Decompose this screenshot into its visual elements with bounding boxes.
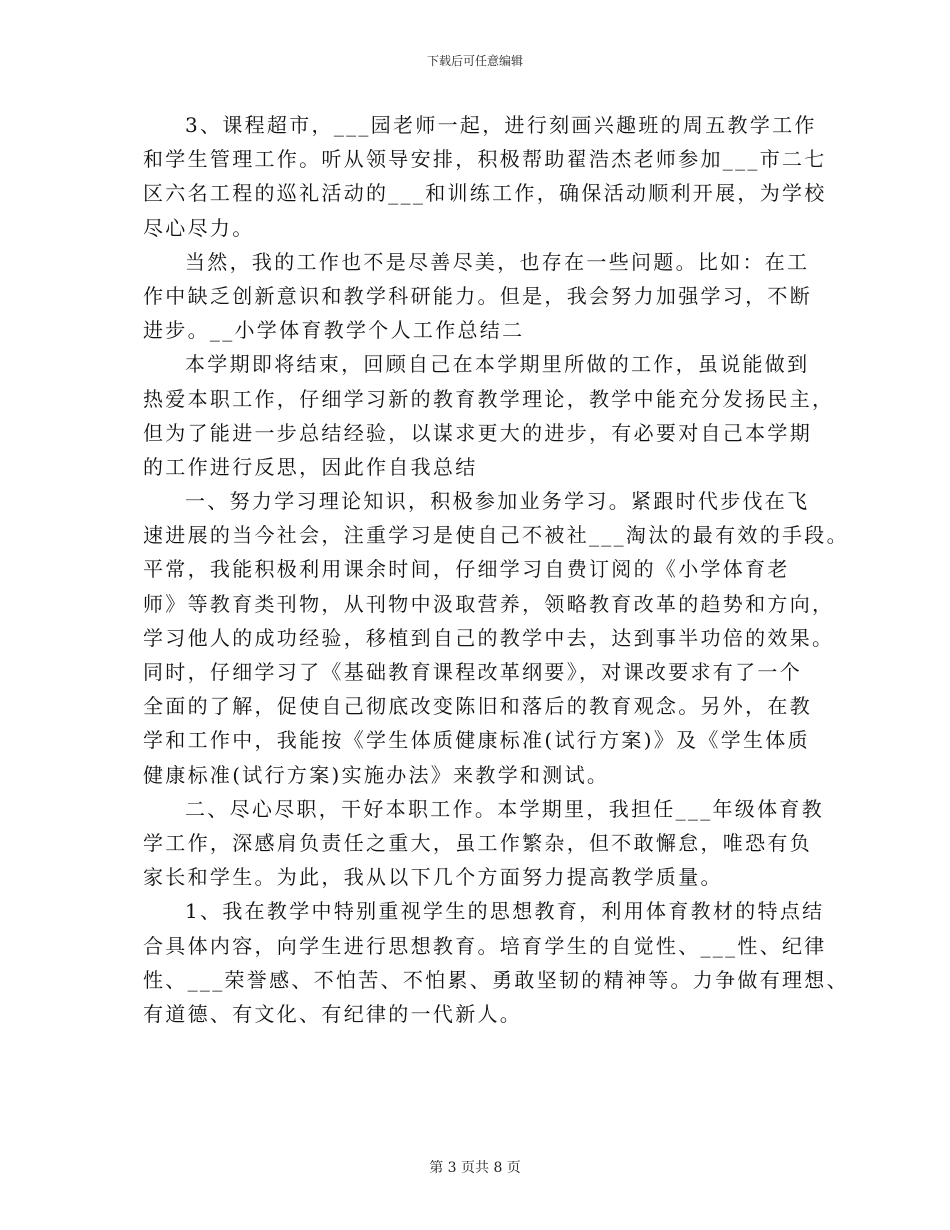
paragraph-line: 全面的了解，促使自己彻底改变陈旧和落后的教育观念。另外，在教 xyxy=(143,694,812,719)
paragraph-line: 学工作，深感肩负责任之重大，虽工作繁杂，但不敢懈怠，唯恐有负 xyxy=(143,830,812,855)
paragraph-line: 平常，我能积极利用课余时间，仔细学习自费订阅的《小学体育老 xyxy=(143,557,790,582)
paragraph-line: 二、尽心尽职，干好本职工作。本学期里，我担任___年级体育教 xyxy=(185,796,824,821)
paragraph-line: 同时，仔细学习了《基础教育课程改革纲要》，对课改要求有了一个 xyxy=(143,660,802,684)
paragraph-line: 性、___荣誉感、不怕苦、不怕累、勇敢坚韧的精神等。力争做有理想、 xyxy=(143,967,849,992)
document-body xyxy=(143,108,849,1031)
paragraph-line: 区六名工程的巡礼活动的___和训练工作，确保活动顺利开展，为学校 xyxy=(143,181,827,206)
paragraph-line: 进步。__小学体育教学个人工作总结二 xyxy=(143,318,525,343)
paragraph-line: 热爱本职工作，仔细学习新的教育教学理论，教学中能充分发扬民主， xyxy=(143,386,835,411)
paragraph-line: 师》等教育类刊物，从刊物中汲取营养，领略教育改革的趋势和方向， xyxy=(143,591,835,616)
paragraph-line: 3、课程超市，___园老师一起，进行刻画兴趣班的周五教学工作 xyxy=(185,113,817,137)
paragraph-line: 本学期即将结束，回顾自己在本学期里所做的工作，虽说能做到 xyxy=(185,352,810,377)
paragraph-line: 健康标准(试行方案)实施办法》来教学和测试。 xyxy=(143,762,610,787)
paragraph-line: 速进展的当今社会，注重学习是使自己不被社___淘汰的最有效的手段。 xyxy=(143,523,849,548)
paragraph-line: 但为了能进一步总结经验，以谋求更大的进步，有必要对自己本学期 xyxy=(143,420,812,445)
paragraph-line: 1、我在教学中特别重视学生的思想教育，利用体育教材的特点结 xyxy=(185,899,825,924)
paragraph-line: 尽心尽力。 xyxy=(143,215,255,240)
paragraph-line: 学和工作中，我能按《学生体质健康标准(试行方案)》及《学生体质 xyxy=(143,728,810,753)
paragraph-line: 当然，我的工作也不是尽善尽美，也存在一些问题。比如：在工 xyxy=(185,249,810,274)
paragraph-line: 合具体内容，向学生进行思想教育。培育学生的自觉性、___性、纪律 xyxy=(143,933,827,958)
page-header: 下载后可任意编辑 xyxy=(426,54,523,68)
paragraph-line: 家长和学生。为此，我从以下几个方面努力提高教学质量。 xyxy=(143,865,723,890)
paragraph-line: 的工作进行反思，因此作自我总结 xyxy=(143,454,478,479)
paragraph-line: 有道德、有文化、有纪律的一代新人。 xyxy=(143,1001,523,1026)
paragraph-line: 和学生管理工作。听从领导安排，积极帮助翟浩杰老师参加___市二七 xyxy=(143,147,827,172)
paragraph-line: 学习他人的成功经验，移植到自己的教学中去，达到事半功倍的效果。 xyxy=(143,625,835,650)
paragraph-line: 一、努力学习理论知识，积极参加业务学习。紧跟时代步伐在飞 xyxy=(185,489,810,514)
paragraph-line: 作中缺乏创新意识和教学科研能力。但是，我会努力加强学习，不断 xyxy=(143,283,812,308)
page-footer: 第 3 页共 8 页 xyxy=(429,1160,521,1176)
